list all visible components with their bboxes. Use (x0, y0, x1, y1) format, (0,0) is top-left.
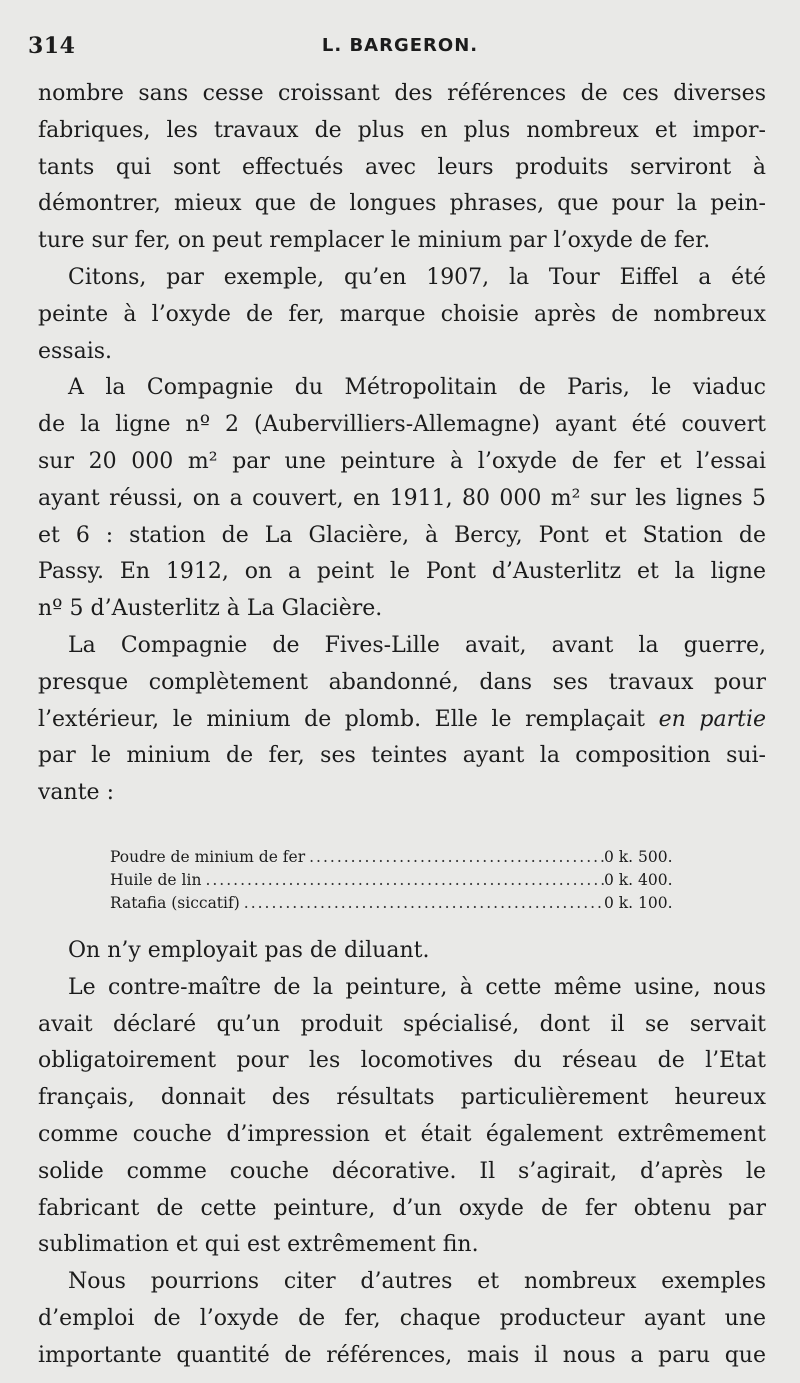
text-line: ture sur fer, on peut remplacer le minium par l’oxyde de fer. (38, 228, 711, 254)
composition-row (110, 846, 700, 869)
text-line: nombre sans cesse croissant des références de ces diverses (38, 81, 766, 106)
paragraphs-bottom (38, 933, 766, 1375)
paragraph (38, 933, 766, 970)
page-header (0, 33, 800, 63)
emphasis: en partie (658, 706, 766, 732)
ingredient-quantity: 0 k. 500. (604, 847, 673, 866)
text-line: et 6 : station de La Glacière, à Bercy, Pont et Station de (38, 522, 766, 548)
text-line: ayant réussi, on a couvert, en 1911, 80 000 m² sur les lignes 5 (38, 485, 766, 511)
paragraph (38, 970, 766, 1264)
text-line: l’extérieur, le minium de plomb. Elle le remplaçait en partie (38, 706, 766, 732)
ingredient-quantity: 0 k. 400. (604, 870, 673, 889)
composition-table (110, 846, 700, 915)
text-line: fabricant de cette peinture, d’un oxyde de fer obtenu par (38, 1195, 766, 1221)
text-line: Passy. En 1912, on a peint le Pont d’Austerlitz et la ligne (38, 559, 766, 585)
text-line: tants qui sont effectués avec leurs produits serviront à (38, 154, 766, 180)
text-line: de la ligne nº 2 (Aubervilliers-Allemagne) ayant été couvert (38, 412, 766, 438)
dot-leader (240, 892, 604, 915)
text-line: presque complètement abandonné, dans ses travaux pour (38, 669, 766, 695)
text-line: sur 20 000 m² par une peinture à l’oxyde de fer et l’essai (38, 448, 766, 474)
paragraph (38, 76, 766, 260)
text-line: fabriques, les travaux de plus en plus nombreux et impor- (38, 117, 766, 143)
text-line: français, donnait des résultats particulièrement heureux (38, 1085, 766, 1111)
paragraph (38, 260, 766, 370)
page-number: 314 (28, 33, 76, 59)
ingredient-quantity: 0 k. 100. (604, 893, 673, 912)
running-head: L. BARGERON. (321, 35, 479, 56)
text-line: Nous pourrions citer d’autres et nombreux exemples (68, 1269, 766, 1295)
text-line: On n’y employait pas de diluant. (68, 937, 430, 963)
text-line: Le contre-maître de la peinture, à cette même usine, nous (68, 974, 766, 1000)
paragraph (38, 1264, 766, 1374)
text-line: d’emploi de l’oxyde de fer, chaque producteur ayant une (38, 1305, 766, 1331)
text-line: sublimation et qui est extrêmement fin. (38, 1232, 479, 1258)
text-line: comme couche d’impression et était également extrêmement (38, 1121, 766, 1147)
ingredient-label: Ratafia (siccatif) (110, 893, 240, 912)
paragraphs-top (38, 76, 766, 812)
composition-row (110, 869, 700, 892)
text-line: importante quantité de références, mais il nous a paru que (38, 1342, 766, 1368)
ingredient-label: Huile de lin (110, 870, 202, 889)
text-line: vante : (38, 780, 114, 806)
text-line: démontrer, mieux que de longues phrases, que pour la pein- (38, 191, 766, 217)
dot-leader (305, 846, 604, 869)
paragraph (38, 628, 766, 812)
composition-row (110, 892, 700, 915)
ingredient-label: Poudre de minium de fer (110, 847, 306, 866)
text-line: La Compagnie de Fives-Lille avait, avant la guerre, (68, 632, 766, 658)
dot-leader (201, 869, 604, 892)
text-line: A la Compagnie du Métropolitain de Paris, le viaduc (68, 375, 766, 401)
text-line: peinte à l’oxyde de fer, marque choisie après de nombreux (38, 301, 766, 327)
body-text (38, 76, 766, 1375)
text-line: solide comme couche décorative. Il s’agirait, d’après le (38, 1158, 766, 1184)
text-line: nº 5 d’Austerlitz à La Glacière. (38, 596, 383, 622)
text-line: obligatoirement pour les locomotives du réseau de l’Etat (38, 1048, 766, 1074)
text-line: Citons, par exemple, qu’en 1907, la Tour Eiffel a été (68, 264, 766, 290)
text-line: par le minium de fer, ses teintes ayant la composition sui- (38, 743, 766, 769)
text-line: essais. (38, 338, 113, 364)
paragraph (38, 370, 766, 628)
text-line: avait déclaré qu’un produit spécialisé, dont il se servait (38, 1011, 766, 1037)
